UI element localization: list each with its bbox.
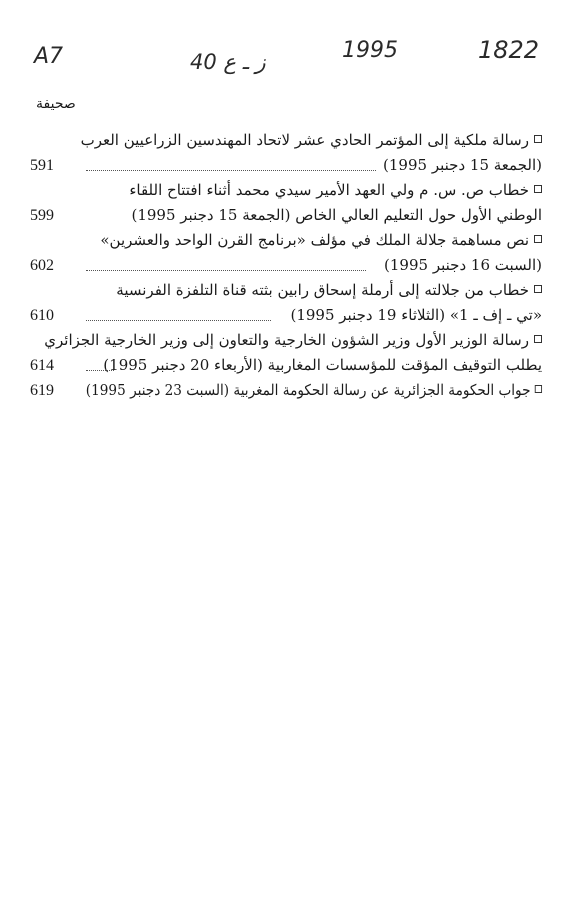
square-bullet-icon (534, 235, 542, 243)
square-bullet-icon (534, 185, 542, 193)
toc-entry (30, 178, 542, 228)
toc-entry-line: خطاب ص. س. م ولي العهد الأمير سيدي محمد أثناء افتتاح اللقاء (30, 178, 542, 203)
handwritten-number: 1822 (478, 36, 540, 64)
toc-entry-text: يطلب التوقيف المؤقت للمؤسسات المغاربية (الأربعاء 20 دجنبر 1995) (103, 356, 542, 374)
square-bullet-icon (534, 135, 542, 143)
toc-entry-line: نص مساهمة جلالة الملك في مؤلف «برنامج القرن الواحد والعشرين» (30, 228, 542, 253)
page-number: 602 (30, 257, 54, 274)
toc-entry-line: رسالة ملكية إلى المؤتمر الحادي عشر لاتحاد المهندسين الزراعيين العرب (30, 128, 542, 153)
page-column-label: صحيفة (36, 96, 76, 112)
handwritten-year: 1995 (342, 38, 398, 63)
page-number: 614 (30, 357, 54, 374)
toc-entry-last-line (30, 153, 542, 178)
toc-entry-last-line (30, 203, 542, 228)
toc-entry-line: خطاب من جلالته إلى أرملة إسحاق رابين بثته قناة التلفزة الفرنسية (30, 278, 542, 303)
square-bullet-icon (535, 385, 542, 393)
toc-entry-last-line (30, 253, 542, 278)
toc-entry-text: (الجمعة 15 دجنبر 1995) (383, 156, 542, 174)
toc-entry-last-line (30, 353, 542, 378)
dot-leader (86, 270, 366, 271)
toc-entry-last-line (30, 378, 542, 403)
page-number: 619 (30, 382, 54, 399)
page-number: 610 (30, 307, 54, 324)
toc-entry-line: رسالة الوزير الأول وزير الشؤون الخارجية والتعاون إلى وزير الخارجية الجزائري (30, 328, 542, 353)
dot-leader (86, 170, 376, 171)
square-bullet-icon (534, 335, 542, 343)
handwritten-code: ز ـ ع 40 (190, 50, 266, 74)
dot-leader (86, 320, 271, 321)
square-bullet-icon (534, 285, 542, 293)
toc-entry (30, 328, 542, 378)
table-of-contents (30, 128, 542, 403)
page-number: 599 (30, 207, 54, 224)
toc-entry-text: الوطني الأول حول التعليم العالي الخاص (الجمعة 15 دجنبر 1995) (131, 206, 542, 224)
toc-entry (30, 378, 542, 403)
handwritten-ref: A7 (34, 44, 64, 69)
toc-entry-text: «تي ـ إف ـ 1» (الثلاثاء 19 دجنبر 1995) (290, 306, 542, 324)
toc-entry (30, 278, 542, 328)
toc-entry-text: (السبت 16 دجنبر 1995) (384, 256, 542, 274)
dot-leader (86, 370, 114, 371)
toc-entry (30, 128, 542, 178)
toc-entry-last-line (30, 303, 542, 328)
toc-entry-text: جواب الحكومة الجزائرية عن رسالة الحكومة المغربية (السبت 23 دجنبر 1995) (86, 378, 542, 403)
toc-entry (30, 228, 542, 278)
page-number: 591 (30, 157, 54, 174)
